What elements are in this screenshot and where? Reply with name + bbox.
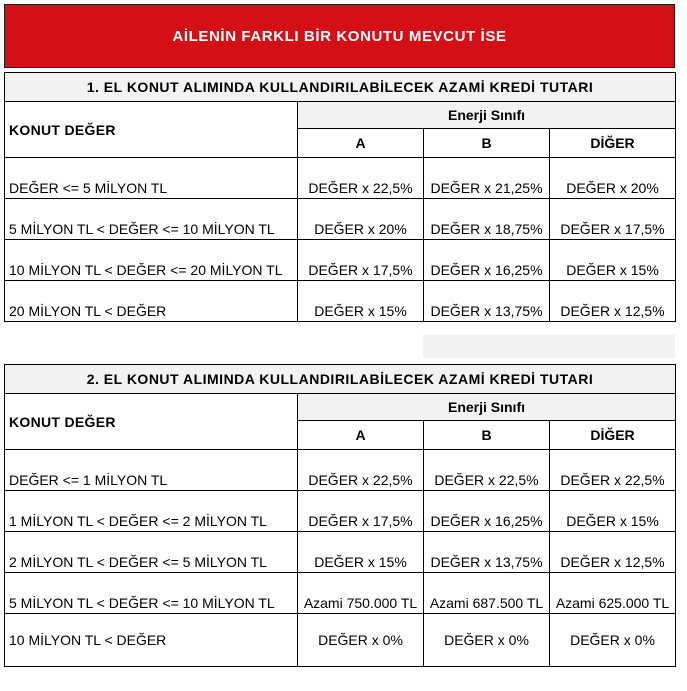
value-cell: DEĞER x 0% xyxy=(424,614,550,667)
credit-table-first-hand xyxy=(4,72,676,322)
value-cell: DEĞER x 22,5% xyxy=(298,450,424,491)
value-cell: DEĞER x 13,75% xyxy=(424,281,550,322)
row-label: DEĞER <= 1 MİLYON TL xyxy=(5,450,298,491)
enerji-sinifi-header: Enerji Sınıfı xyxy=(298,102,676,129)
value-cell: DEĞER x 18,75% xyxy=(424,199,550,240)
value-cell: DEĞER x 17,5% xyxy=(298,240,424,281)
value-cell: DEĞER x 20% xyxy=(298,199,424,240)
table-row xyxy=(5,281,676,322)
value-cell: DEĞER x 15% xyxy=(550,240,676,281)
value-cell: DEĞER x 12,5% xyxy=(550,281,676,322)
value-cell: DEĞER x 12,5% xyxy=(550,532,676,573)
enerji-sinifi-header: Enerji Sınıfı xyxy=(298,394,676,421)
value-cell: DEĞER x 17,5% xyxy=(550,199,676,240)
divider-strip xyxy=(423,335,675,358)
row-label: 1 MİLYON TL < DEĞER <= 2 MİLYON TL xyxy=(5,491,298,532)
table-row xyxy=(5,532,676,573)
table-row xyxy=(5,573,676,614)
table-row xyxy=(5,450,676,491)
value-cell: DEĞER x 22,5% xyxy=(424,450,550,491)
table-row xyxy=(5,199,676,240)
value-cell: DEĞER x 15% xyxy=(298,532,424,573)
value-cell: DEĞER x 0% xyxy=(298,614,424,667)
table-row xyxy=(5,614,676,667)
class-a-header: A xyxy=(298,421,424,450)
value-cell: DEĞER x 15% xyxy=(298,281,424,322)
value-cell: DEĞER x 0% xyxy=(550,614,676,667)
value-cell: DEĞER x 13,75% xyxy=(424,532,550,573)
value-cell: DEĞER x 15% xyxy=(550,491,676,532)
value-cell: DEĞER x 22,5% xyxy=(550,450,676,491)
banner xyxy=(4,4,675,68)
credit-table-second-hand xyxy=(4,364,676,667)
value-cell: DEĞER x 16,25% xyxy=(424,491,550,532)
row-label: 5 MİLYON TL < DEĞER <= 10 MİLYON TL xyxy=(5,573,298,614)
row-label: 10 MİLYON TL < DEĞER <= 20 MİLYON TL xyxy=(5,240,298,281)
konut-deger-header: KONUT DEĞER xyxy=(5,102,298,158)
class-diger-header: DİĞER xyxy=(550,421,676,450)
table-title: 2. EL KONUT ALIMINDA KULLANDIRILABİLECEK AZAMİ KREDİ TUTARI xyxy=(5,365,676,394)
class-a-header: A xyxy=(298,129,424,158)
class-diger-header: DİĞER xyxy=(550,129,676,158)
value-cell: Azami 687.500 TL xyxy=(424,573,550,614)
table-row xyxy=(5,158,676,199)
table-row xyxy=(5,491,676,532)
class-b-header: B xyxy=(424,129,550,158)
row-label: 10 MİLYON TL < DEĞER xyxy=(5,614,298,667)
row-label: 2 MİLYON TL < DEĞER <= 5 MİLYON TL xyxy=(5,532,298,573)
table-title: 1. EL KONUT ALIMINDA KULLANDIRILABİLECEK AZAMİ KREDİ TUTARI xyxy=(5,73,676,102)
row-label: 20 MİLYON TL < DEĞER xyxy=(5,281,298,322)
value-cell: DEĞER x 21,25% xyxy=(424,158,550,199)
value-cell: DEĞER x 16,25% xyxy=(424,240,550,281)
value-cell: Azami 625.000 TL xyxy=(550,573,676,614)
table-row xyxy=(5,240,676,281)
row-label: DEĞER <= 5 MİLYON TL xyxy=(5,158,298,199)
value-cell: DEĞER x 22,5% xyxy=(298,158,424,199)
value-cell: DEĞER x 17,5% xyxy=(298,491,424,532)
value-cell: Azami 750.000 TL xyxy=(298,573,424,614)
class-b-header: B xyxy=(424,421,550,450)
row-label: 5 MİLYON TL < DEĞER <= 10 MİLYON TL xyxy=(5,199,298,240)
konut-deger-header: KONUT DEĞER xyxy=(5,394,298,450)
value-cell: DEĞER x 20% xyxy=(550,158,676,199)
banner-title: AİLENİN FARKLI BİR KONUTU MEVCUT İSE xyxy=(172,27,507,45)
